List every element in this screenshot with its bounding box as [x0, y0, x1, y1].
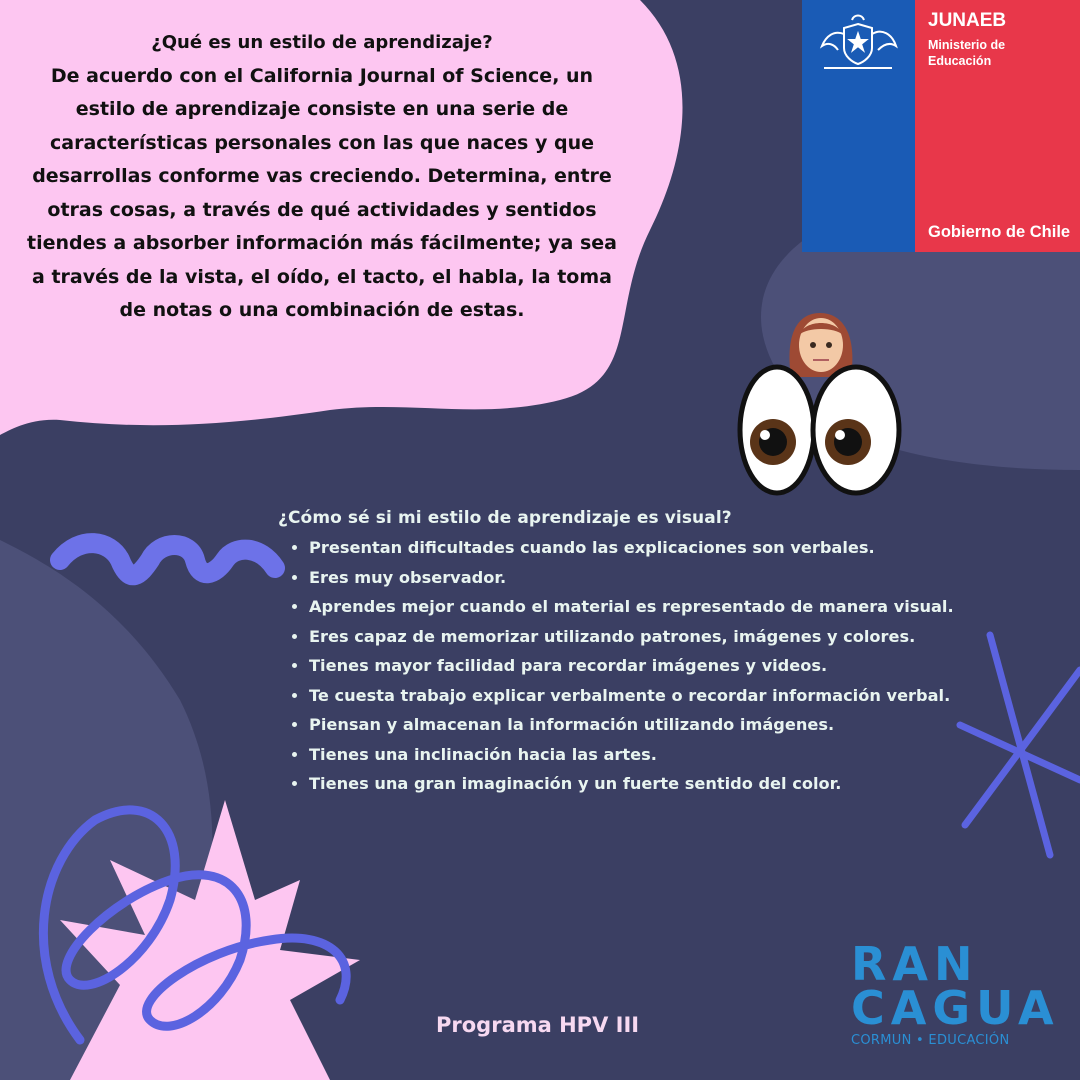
list-item: • Tienes mayor facilidad para recordar imágenes y videos. [309, 651, 958, 681]
rancagua-logo-line3: CORMUN • EDUCACIÓN [851, 1033, 1010, 1048]
ministry-name: Ministerio de Educación [928, 38, 1006, 68]
chile-coat-of-arms-icon [814, 10, 902, 74]
list-item: • Eres muy observador. [309, 563, 958, 593]
list-item: • Tienes una gran imaginación y un fuerte sentido del color. [309, 769, 958, 799]
list-item: • Eres capaz de memorizar utilizando patrones, imágenes y colores. [309, 622, 958, 652]
rancagua-logo-line2: CAGUA [851, 981, 1060, 1035]
list-item: • Piensan y almacenan la información utilizando imágenes. [309, 710, 958, 740]
list-item: • Aprendes mejor cuando el material es representado de manera visual. [309, 592, 958, 622]
rancagua-logo [851, 937, 1060, 1048]
visual-traits-list [278, 533, 958, 799]
blue-asterisk [960, 635, 1080, 855]
agency-name: JUNAEB [928, 10, 1007, 31]
program-name: Programa HPV III [436, 1013, 640, 1037]
list-item: • Tienes una inclinación hacia las artes. [309, 740, 958, 770]
intro-text [22, 26, 622, 328]
list-item: • Presentan dificultades cuando las explicaciones son verbales. [309, 533, 958, 563]
blue-squiggle [60, 543, 275, 575]
visual-learning-section [278, 503, 958, 799]
list-item: • Te cuesta trabajo explicar verbalmente o recordar información verbal. [309, 681, 958, 711]
visual-section-title: ¿Cómo sé si mi estilo de aprendizaje es visual? [278, 508, 732, 528]
government-logo [802, 0, 1080, 252]
intro-body: De acuerdo con el California Journal of Science, un estilo de aprendizaje consiste en una serie de características personales con las que naces y que desarrollas conforme vas creciendo. Determina, entre otras cosas, a través de qué actividades y sentidos tiendes a absorber información más fácilmente; ya sea a través de la vista, el oído, el tacto, el habla, la toma de notas o una combinación de estas. [27, 64, 617, 321]
peeking-eyes-avatar-icon [735, 305, 910, 500]
government-name: Gobierno de Chile [928, 223, 1071, 241]
rancagua-logo-line1: RAN [851, 937, 979, 991]
intro-question: ¿Qué es un estilo de aprendizaje? [151, 32, 493, 53]
